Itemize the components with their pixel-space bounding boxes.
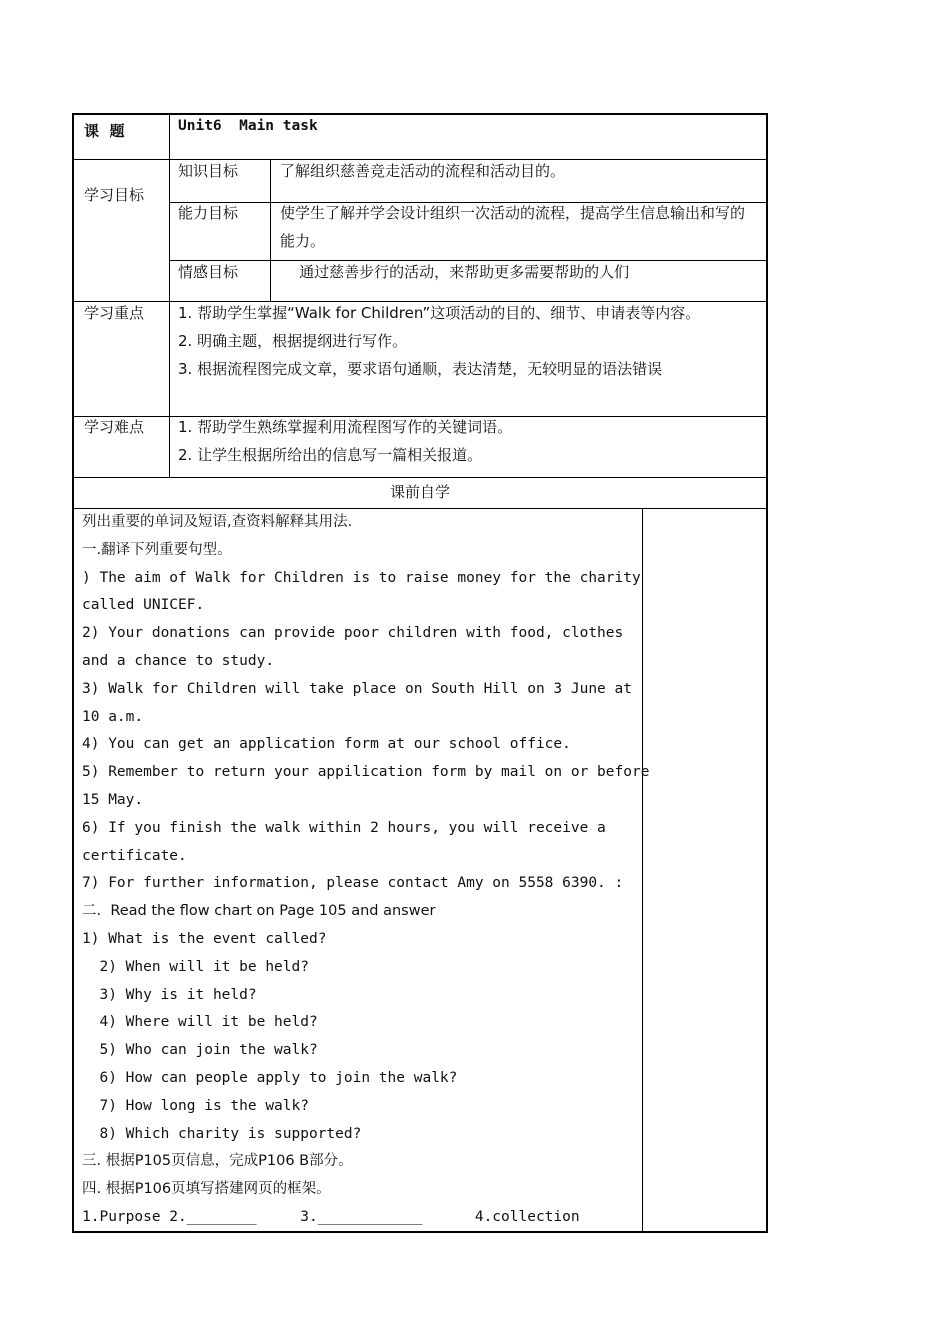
preview-line: 1) What is the event called?: [82, 930, 327, 947]
preview-line: 4) Where will it be held?: [82, 1014, 318, 1031]
key-point-item: 1. 帮助学生掌握“Walk for Children”这项活动的目的、细节、申请表等内容。: [178, 304, 701, 322]
preview-line: 2) Your donations can provide poor children with food, clothes: [82, 625, 624, 642]
difficulties-list: [178, 413, 758, 469]
preview-line: 7) For further information, please contact Amy on 5558 6390. :: [82, 875, 624, 892]
topic-label: 课 题: [84, 122, 125, 140]
preview-line: 3) Walk for Children will take place on South Hill on 3 June at: [82, 680, 632, 697]
objective-ability-text: 使学生了解并学会设计组织一次活动的流程，提高学生信息输出和写的能力。: [280, 204, 746, 250]
topic-value: Unit6 Main task: [178, 118, 318, 134]
preview-line: 6) If you finish the walk within 2 hours, you will receive a: [82, 819, 606, 836]
preview-line: 二. Read the flow chart on Page 105 and answer: [82, 903, 436, 920]
objective-emotion-name: 情感目标: [178, 263, 239, 281]
preview-line: 10 a.m.: [82, 708, 144, 725]
preview-line: 7) How long is the walk?: [82, 1097, 309, 1114]
objective-ability-name: 能力目标: [178, 204, 239, 222]
preview-line: 4) You can get an application form at our school office.: [82, 736, 571, 753]
preview-line: 5) Who can join the walk?: [82, 1042, 318, 1059]
objective-emotion-text: 通过慈善步行的活动，来帮助更多需要帮助的人们: [280, 263, 630, 281]
preview-line: 四. 根据P106页填写搭建网页的框架。: [82, 1181, 331, 1198]
preview-line: 6) How can people apply to join the walk?: [82, 1069, 458, 1086]
preview-line: 1.Purpose 2.________ 3.____________ 4.collection: [82, 1208, 580, 1225]
notes-column: [643, 509, 766, 1231]
objective-knowledge-name: 知识目标: [178, 162, 239, 180]
key-point-item: 3. 根据流程图完成文章，要求语句通顺，表达清楚，无较明显的语法错误: [178, 360, 663, 378]
preview-title: 课前自学: [389, 483, 450, 501]
preview-line: 三. 根据P105页信息，完成P106 B部分。: [82, 1153, 353, 1170]
preview-line: ) The aim of Walk for Children is to raise money for the charity: [82, 569, 641, 586]
column-divider: [270, 159, 271, 301]
difficulty-item: 2. 让学生根据所给出的信息写一篇相关报道。: [178, 446, 483, 464]
preview-line: 15 May.: [82, 791, 144, 808]
objective-knowledge-text: 了解组织慈善竞走活动的流程和活动目的。: [280, 162, 566, 180]
preview-line: 8) Which charity is supported?: [82, 1125, 362, 1142]
preview-line: called UNICEF.: [82, 597, 205, 614]
preview-line: 2) When will it be held?: [82, 958, 309, 975]
key-point-item: 2. 明确主题，根据提纲进行写作。: [178, 332, 408, 350]
preview-line: and a chance to study.: [82, 652, 275, 669]
key-points-label: 学习重点: [84, 304, 145, 322]
objectives-label: 学习目标: [84, 186, 145, 204]
preview-line: 3) Why is it held?: [82, 986, 257, 1003]
lesson-plan-table: [72, 113, 768, 1233]
preview-line: 5) Remember to return your appilication form by mail on or before: [82, 764, 650, 781]
column-divider: [169, 115, 170, 477]
difficulties-label: 学习难点: [84, 418, 145, 436]
preview-line: certificate.: [82, 847, 187, 864]
preview-line: 一.翻译下列重要句型。: [82, 541, 232, 558]
preview-line: 列出重要的单词及短语,查资料解释其用法.: [82, 514, 353, 530]
key-points-list: [178, 299, 758, 383]
preview-content: [82, 509, 650, 1232]
difficulty-item: 1. 帮助学生熟练掌握利用流程图写作的关键词语。: [178, 418, 513, 436]
